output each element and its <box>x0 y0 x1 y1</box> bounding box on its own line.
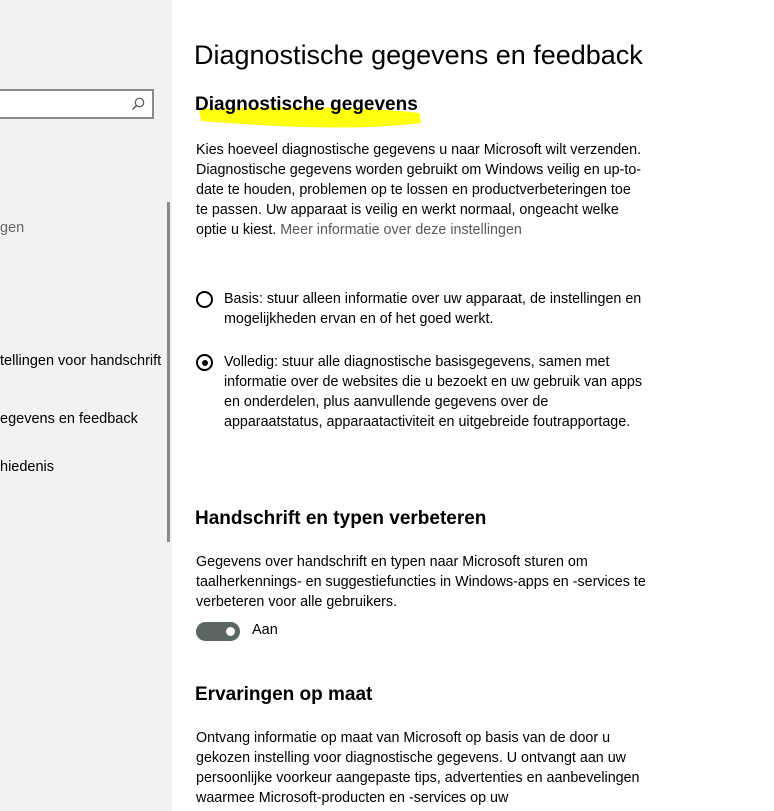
search-input[interactable] <box>0 89 154 119</box>
radio-basic-label: Basis: stuur alleen informatie over uw apparaat, de instellingen en mogelijkheden ervan en of het goed werkt. <box>224 291 642 327</box>
scrollbar[interactable] <box>167 202 170 542</box>
diagnostic-description <box>196 140 646 240</box>
tailored-description: Ontvang informatie op maat van Microsoft op basis van de door u gekozen instelling voor diagnostische gegevens. U ontvangt aan uw persoonlijke voorkeur aangepaste tips, advertenties en aanbevelingen waarmee Microsoft-producten en -services op uw <box>196 730 640 806</box>
section-title-tailored: Ervaringen op maat <box>195 684 373 705</box>
page-title: Diagnostische gegevens en feedback <box>194 40 643 70</box>
sidebar-item-handwriting[interactable]: tellingen voor handschrift <box>0 353 162 369</box>
sidebar <box>0 0 172 811</box>
section-title-handwriting: Handschrift en typen verbeteren <box>195 508 487 529</box>
handwriting-description: Gegevens over handschrift en typen naar Microsoft sturen om taalherkennings- en suggestiefuncties in Windows-apps en -services te verbeteren voor alle gebruikers. <box>196 554 646 610</box>
radio-full-label: Volledig: stuur alle diagnostische basisgegevens, samen met informatie over de websites die u bezoekt en uw gebruik van apps en onderdelen, plus aanvullende gegevens over de apparaatstatus, apparaatactiviteit en uitgebreide foutrapportage. <box>224 354 643 430</box>
more-info-link[interactable]: Meer informatie over deze instellingen <box>280 222 522 238</box>
sidebar-item-diagnostics[interactable]: egevens en feedback <box>0 411 138 427</box>
main-content <box>172 0 774 811</box>
search-icon[interactable] <box>131 97 145 111</box>
diagnostic-description-text: Kies hoeveel diagnostische gegevens u naar Microsoft wilt verzenden. Diagnostische gegevens worden gebruikt om Windows veilig en up-to-date te houden, problemen op te lossen en productverbeteringen toe te passen. Uw apparaat is veilig en werkt normaal, ongeacht welke optie u kiest. <box>196 142 642 238</box>
handwriting-toggle-label: Aan <box>252 622 278 638</box>
radio-full[interactable] <box>196 354 213 371</box>
sidebar-item-history[interactable]: hiedenis <box>0 459 55 475</box>
sidebar-item-general[interactable]: gen <box>0 220 25 236</box>
handwriting-toggle[interactable] <box>196 622 240 641</box>
radio-basic[interactable] <box>196 291 213 308</box>
section-title-diagnostic: Diagnostische gegevens <box>195 94 418 115</box>
toggle-knob <box>226 627 235 636</box>
